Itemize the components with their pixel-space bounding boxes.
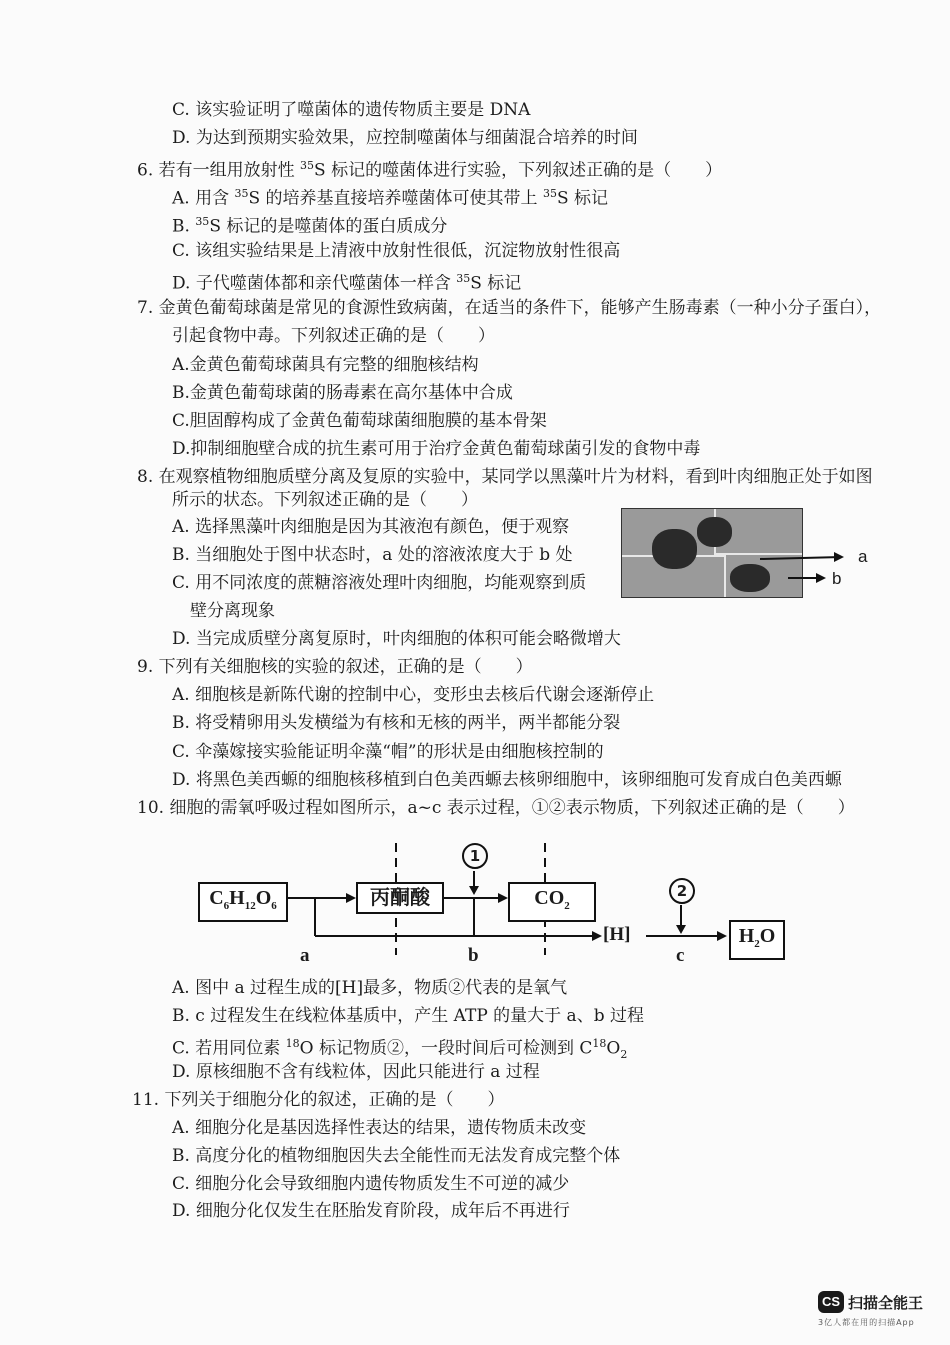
- substance-marker-1: 1: [462, 843, 488, 869]
- protoplast: [697, 517, 732, 547]
- q9-stem: 9. 下列有关细胞核的实验的叙述，正确的是（ ）: [137, 657, 533, 677]
- q5-option-d: D. 为达到预期实验效果，应控制噬菌体与细菌混合培养的时间: [172, 128, 638, 148]
- q8-stem-line2: 所示的状态。下列叙述正确的是（ ）: [172, 490, 478, 510]
- figure-label-a: a: [858, 547, 868, 566]
- q6-stem: 6. 若有一组用放射性 $^{35}$S 标记的噬菌体进行实验，下列叙述正确的是（ ）: [137, 159, 723, 181]
- co2-box: $CO_2$: [508, 882, 596, 922]
- scanner-watermark: [818, 1291, 923, 1328]
- q8-option-c-line2: 壁分离现象: [190, 601, 275, 621]
- q6-option-a: A. 用含 $^{35}$S 的培养基直接培养噬菌体可使其带上 $^{35}$S 标记: [172, 187, 609, 209]
- watermark-name: 扫描全能王: [848, 1293, 924, 1312]
- q11-option-c: C. 细胞分化会导致细胞内遗传物质发生不可逆的减少: [172, 1174, 570, 1194]
- q7-option-b: B.金黄色葡萄球菌的肠毒素在高尔基体中合成: [172, 383, 513, 403]
- watermark-tagline: 3亿人都在用的扫描App: [818, 1318, 915, 1327]
- q8-option-a: A. 选择黑藻叶肉细胞是因为其液泡有颜色，便于观察: [172, 517, 570, 537]
- water-box: $H_2O$: [729, 920, 785, 960]
- pyruvate-box: 丙酮酸: [356, 882, 444, 914]
- q8-stem-line1: 8. 在观察植物细胞质壁分离及复原的实验中，某同学以黑藻叶片为材料，看到叶肉细胞正处于如图: [137, 467, 873, 487]
- q7-stem-line2: 引起食物中毒。下列叙述正确的是（ ）: [172, 326, 495, 346]
- q5-option-c: C. 该实验证明了噬菌体的遗传物质主要是 DNA: [172, 100, 531, 120]
- q8-option-b: B. 当细胞处于图中状态时，a 处的溶液浓度大于 b 处: [172, 545, 573, 565]
- q10-option-c: C. 若用同位素 $^{18}$O 标记物质②，一段时间后可检测到 $C^{18}O_2$: [172, 1037, 628, 1062]
- q10-option-a: A. 图中 a 过程生成的[H]最多，物质②代表的是氧气: [172, 978, 568, 998]
- q9-option-c: C. 伞藻嫁接实验能证明伞藻“帽”的形状是由细胞核控制的: [172, 742, 604, 762]
- q7-option-d: D.抑制细胞壁合成的抗生素可用于治疗金黄色葡萄球菌引发的食物中毒: [172, 439, 701, 459]
- q11-option-a: A. 细胞分化是基因选择性表达的结果，遗传物质未改变: [172, 1118, 587, 1138]
- q6-option-b: B. $^{35}$S 标记的是噬菌体的蛋白质成分: [172, 215, 448, 237]
- q8-option-d: D. 当完成质壁分离复原时，叶肉细胞的体积可能会略微增大: [172, 629, 621, 649]
- protoplast: [652, 529, 697, 569]
- h-label: [H]: [603, 924, 631, 945]
- figure-label-b: b: [832, 569, 842, 588]
- q11-stem: 11. 下列关于细胞分化的叙述，正确的是（ ）: [132, 1090, 505, 1110]
- camscanner-logo-icon: CS: [818, 1291, 844, 1313]
- process-label-b: b: [468, 945, 479, 966]
- q10-stem: 10. 细胞的需氧呼吸过程如图所示，a~c 表示过程，①②表示物质，下列叙述正确的是（ ）: [137, 798, 855, 818]
- q9-option-b: B. 将受精卵用头发横缢为有核和无核的两半，两半都能分裂: [172, 713, 621, 733]
- q6-option-d: D. 子代噬菌体都和亲代噬菌体一样含 $^{35}$S 标记: [172, 272, 522, 294]
- q8-option-c-line1: C. 用不同浓度的蔗糖溶液处理叶肉细胞，均能观察到质: [172, 573, 587, 593]
- process-label-a: a: [300, 945, 310, 966]
- q11-option-b: B. 高度分化的植物细胞因失去全能性而无法发育成完整个体: [172, 1146, 621, 1166]
- q6-option-c: C. 该组实验结果是上清液中放射性很低，沉淀物放射性很高: [172, 241, 621, 261]
- q7-option-c: C.胆固醇构成了金黄色葡萄球菌细胞膜的基本骨架: [172, 411, 547, 431]
- process-label-c: c: [676, 945, 685, 966]
- glucose-box: $C_6H_{12}O_6$: [198, 882, 288, 922]
- q9-option-d: D. 将黑色美西螈的细胞核移植到白色美西螈去核卵细胞中，该卵细胞可发育成白色美西螈: [172, 770, 842, 790]
- q10-option-b: B. c 过程发生在线粒体基质中，产生 ATP 的量大于 a、b 过程: [172, 1006, 644, 1026]
- q11-option-d: D. 细胞分化仅发生在胚胎发育阶段，成年后不再进行: [172, 1201, 570, 1221]
- substance-marker-2: 2: [669, 878, 695, 904]
- q7-stem-line1: 7. 金黄色葡萄球菌是常见的食源性致病菌，在适当的条件下，能够产生肠毒素（一种小分子蛋白），: [137, 298, 882, 318]
- q10-option-d: D. 原核细胞不含有线粒体，因此只能进行 a 过程: [172, 1062, 540, 1082]
- q9-option-a: A. 细胞核是新陈代谢的控制中心，变形虫去核后代谢会逐渐停止: [172, 685, 655, 705]
- q7-option-a: A.金黄色葡萄球菌具有完整的细胞核结构: [172, 355, 479, 375]
